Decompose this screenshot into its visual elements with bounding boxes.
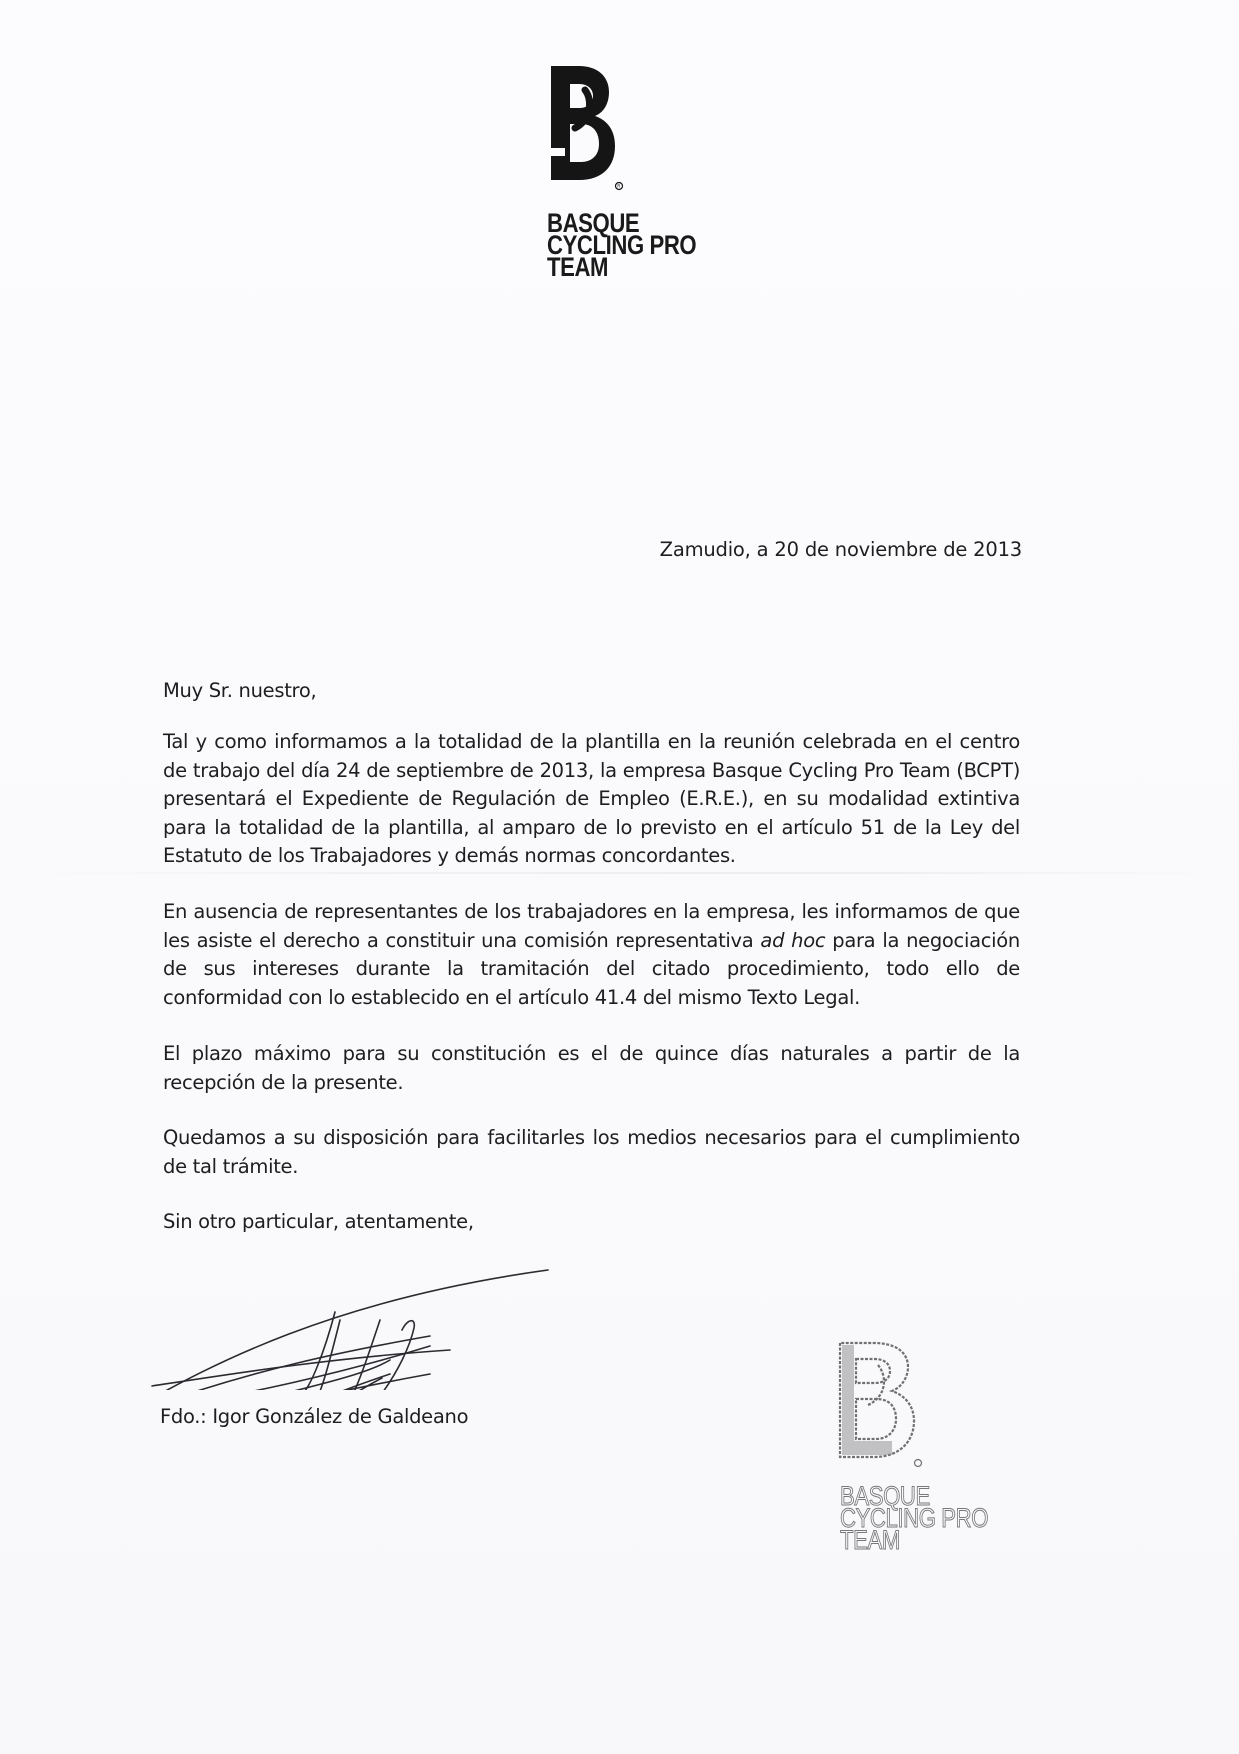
paragraph-3: El plazo máximo para su constitución es el de quince días naturales a partir de la recepción de la presente. bbox=[163, 1042, 1020, 1094]
paragraph-2-start: En ausencia de representantes de los trabajadores en la empresa, les informamos de que les asiste el derecho a constituir una comisión representativa bbox=[163, 900, 1020, 952]
greeting: Muy Sr. nuestro, bbox=[163, 679, 317, 702]
stamp-line-2: CYCLING PRO bbox=[840, 1503, 989, 1533]
paper-fold-crease bbox=[0, 872, 1239, 874]
handwritten-signature-icon bbox=[130, 1160, 570, 1390]
bcpt-b-stamp-icon bbox=[830, 1335, 930, 1475]
stamp-line-3: TEAM bbox=[840, 1525, 900, 1555]
paragraph-2 bbox=[163, 898, 1020, 1012]
bcpt-b-logo-icon bbox=[545, 62, 625, 192]
signer-line: Fdo.: Igor González de Galdeano bbox=[160, 1405, 469, 1428]
stamp-line-1: BASQUE bbox=[840, 1481, 930, 1511]
date-line: Zamudio, a 20 de noviembre de 2013 bbox=[659, 538, 1022, 561]
brand-line-2: CYCLING PRO bbox=[547, 230, 697, 260]
letterhead-brand-text bbox=[547, 208, 697, 282]
letterhead-logo bbox=[545, 62, 695, 282]
brand-line-1: BASQUE bbox=[547, 208, 640, 238]
stamp-brand-text bbox=[840, 1481, 989, 1555]
svg-text:R: R bbox=[617, 184, 621, 190]
paragraph-1: Tal y como informamos a la totalidad de la plantilla en la reunión celebrada en el centro de trabajo del día 24 de septiembre de 2013, la empresa Basque Cycling Pro Team (BCPT) presentará el Expediente de Regulación de Empleo (E.R.E.), en su modalidad extintiva para la totalidad de la plantilla, al amparo de lo previsto en el artículo 51 de la Ley del Estatuto de los Trabajadores y demás normas concordantes. bbox=[163, 730, 1020, 867]
signature bbox=[130, 1160, 570, 1390]
paragraph-4: Quedamos a su disposición para facilitarles los medios necesarios para el cumplimiento de tal trámite. bbox=[163, 1126, 1020, 1178]
paragraph-2-end: para la negociación de sus intereses durante la tramitación del citado procedimiento, todo ello de conformidad con lo establecido en el artículo 41.4 del mismo Texto Legal. bbox=[163, 928, 1020, 1009]
brand-line-3: TEAM bbox=[547, 252, 609, 282]
paragraph-2-italic: ad hoc bbox=[760, 928, 826, 952]
company-stamp bbox=[830, 1335, 1010, 1575]
closing-line: Sin otro particular, atentamente, bbox=[163, 1210, 474, 1233]
